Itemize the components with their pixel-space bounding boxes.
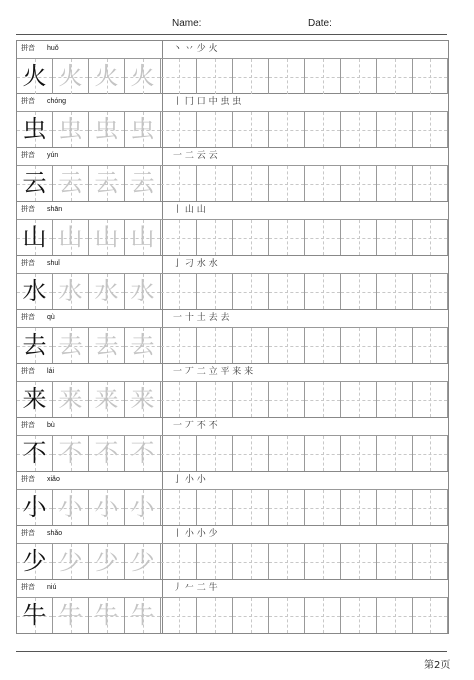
date-label: Date:	[308, 18, 332, 29]
pinyin-label: 拼音	[21, 476, 35, 483]
footer-divider	[16, 651, 447, 652]
pinyin-text: qù	[47, 314, 55, 321]
model-character-cell	[17, 490, 53, 525]
practice-cell[interactable]	[269, 166, 305, 201]
character-row	[17, 418, 448, 472]
pinyin-text: shuǐ	[47, 260, 60, 267]
stroke-order: 一 丆 不 不	[173, 421, 218, 431]
trace-character-cell	[125, 544, 161, 579]
name-label: Name:	[172, 18, 202, 29]
character-row	[17, 472, 448, 526]
trace-character-cell	[53, 382, 89, 417]
model-character: 来	[22, 385, 47, 413]
trace-character-cell	[125, 59, 161, 94]
practice-cell[interactable]	[197, 598, 233, 633]
writing-grid	[17, 219, 448, 255]
practice-cell[interactable]	[305, 328, 341, 363]
model-character: 火	[22, 62, 47, 90]
pinyin-label: 拼音	[21, 45, 35, 52]
model-character: 牛	[22, 601, 47, 629]
trace-character-cell	[125, 382, 161, 417]
pinyin-text: chóng	[47, 98, 67, 105]
practice-cell[interactable]	[197, 274, 233, 309]
pinyin-label: 拼音	[21, 260, 35, 267]
trace-character-cell	[53, 274, 89, 309]
practice-cell[interactable]	[233, 112, 269, 147]
stroke-order: 一 二 云 云	[173, 151, 218, 161]
practice-cell[interactable]	[377, 328, 413, 363]
practice-cell[interactable]	[233, 59, 269, 94]
pinyin-label: 拼音	[21, 368, 35, 375]
trace-character: 水	[130, 277, 155, 305]
pinyin-info	[17, 472, 162, 488]
stroke-order: 丨 山 山	[173, 205, 206, 215]
practice-cell[interactable]	[413, 274, 448, 309]
practice-cell[interactable]	[341, 328, 377, 363]
trace-character: 少	[94, 547, 119, 575]
practice-sheet	[16, 40, 449, 634]
practice-cell[interactable]	[233, 382, 269, 417]
practice-cell[interactable]	[161, 220, 197, 255]
model-character: 云	[22, 169, 47, 197]
trace-character-cell	[53, 220, 89, 255]
practice-cell[interactable]	[197, 436, 233, 471]
practice-cell[interactable]	[305, 544, 341, 579]
trace-character-cell	[125, 166, 161, 201]
character-row	[17, 94, 448, 148]
character-row	[17, 40, 448, 94]
character-row	[17, 256, 448, 310]
writing-grid	[17, 327, 448, 363]
model-character: 虫	[22, 115, 47, 143]
trace-character: 不	[94, 439, 119, 467]
practice-cell[interactable]	[233, 490, 269, 525]
pinyin-label: 拼音	[21, 98, 35, 105]
practice-cell[interactable]	[161, 544, 197, 579]
practice-cell[interactable]	[161, 328, 197, 363]
practice-cell[interactable]	[413, 382, 448, 417]
practice-cell[interactable]	[341, 166, 377, 201]
trace-character: 来	[130, 385, 155, 413]
model-character-cell	[17, 166, 53, 201]
trace-character: 去	[58, 331, 83, 359]
practice-cell[interactable]	[341, 220, 377, 255]
trace-character-cell	[125, 328, 161, 363]
model-character-cell	[17, 274, 53, 309]
practice-cell[interactable]	[377, 274, 413, 309]
model-character-cell	[17, 220, 53, 255]
practice-cell[interactable]	[197, 59, 233, 94]
pinyin-info	[17, 418, 162, 434]
practice-cell[interactable]	[305, 166, 341, 201]
practice-cell[interactable]	[305, 112, 341, 147]
writing-grid	[17, 381, 448, 417]
pinyin-label: 拼音	[21, 314, 35, 321]
pinyin-label: 拼音	[21, 584, 35, 591]
practice-cell[interactable]	[233, 436, 269, 471]
trace-character: 水	[58, 277, 83, 305]
trace-character: 云	[58, 169, 83, 197]
trace-character-cell	[89, 436, 125, 471]
trace-character: 牛	[94, 601, 119, 629]
practice-cell[interactable]	[341, 274, 377, 309]
trace-character: 云	[94, 169, 119, 197]
model-character-cell	[17, 436, 53, 471]
pinyin-label: 拼音	[21, 206, 35, 213]
trace-character-cell	[53, 490, 89, 525]
trace-character-cell	[125, 598, 161, 633]
practice-cell[interactable]	[197, 166, 233, 201]
practice-cell[interactable]	[305, 220, 341, 255]
trace-character-cell	[89, 544, 125, 579]
pinyin-text: shān	[47, 206, 63, 213]
stroke-order: 一 十 土 去 去	[173, 313, 230, 323]
practice-cell[interactable]	[233, 544, 269, 579]
trace-character: 水	[94, 277, 119, 305]
practice-cell[interactable]	[341, 598, 377, 633]
model-character-cell	[17, 598, 53, 633]
pinyin-info	[17, 148, 162, 164]
pinyin-label: 拼音	[21, 152, 35, 159]
practice-cell[interactable]	[305, 436, 341, 471]
practice-cell[interactable]	[197, 328, 233, 363]
practice-cell[interactable]	[233, 274, 269, 309]
practice-cell[interactable]	[197, 382, 233, 417]
writing-grid	[17, 435, 448, 471]
trace-character: 来	[94, 385, 119, 413]
practice-cell[interactable]	[413, 490, 448, 525]
pinyin-info	[17, 310, 162, 326]
trace-character-cell	[125, 274, 161, 309]
pinyin-info	[17, 580, 162, 596]
trace-character-cell	[53, 328, 89, 363]
practice-cell[interactable]	[269, 544, 305, 579]
pinyin-label: 拼音	[21, 422, 35, 429]
practice-cell[interactable]	[413, 544, 448, 579]
pinyin-info	[17, 202, 162, 218]
character-row	[17, 310, 448, 364]
character-row	[17, 202, 448, 256]
practice-cell[interactable]	[377, 598, 413, 633]
trace-character: 山	[130, 223, 155, 251]
stroke-order: 丨 冂 口 中 虫 虫	[173, 97, 242, 107]
trace-character-cell	[53, 436, 89, 471]
trace-character: 山	[94, 223, 119, 251]
page-number: 第2页	[424, 660, 451, 671]
practice-cell[interactable]	[413, 220, 448, 255]
practice-cell[interactable]	[269, 220, 305, 255]
practice-cell[interactable]	[161, 274, 197, 309]
practice-cell[interactable]	[269, 59, 305, 94]
practice-cell[interactable]	[377, 59, 413, 94]
character-row	[17, 364, 448, 418]
practice-cell[interactable]	[377, 166, 413, 201]
practice-cell[interactable]	[305, 382, 341, 417]
practice-cell[interactable]	[197, 490, 233, 525]
practice-cell[interactable]	[233, 220, 269, 255]
model-character-cell	[17, 544, 53, 579]
practice-cell[interactable]	[377, 436, 413, 471]
practice-cell[interactable]	[269, 598, 305, 633]
trace-character: 小	[130, 493, 155, 521]
pinyin-label: 拼音	[21, 530, 35, 537]
practice-cell[interactable]	[341, 544, 377, 579]
trace-character: 牛	[130, 601, 155, 629]
trace-character: 虫	[58, 115, 83, 143]
pinyin-text: huǒ	[47, 45, 59, 52]
practice-cell[interactable]	[305, 274, 341, 309]
practice-cell[interactable]	[413, 112, 448, 147]
trace-character: 少	[130, 547, 155, 575]
trace-character: 小	[58, 493, 83, 521]
practice-cell[interactable]	[161, 112, 197, 147]
practice-cell[interactable]	[197, 544, 233, 579]
trace-character-cell	[125, 490, 161, 525]
writing-grid	[17, 58, 448, 94]
practice-cell[interactable]	[269, 436, 305, 471]
pinyin-text: xiǎo	[47, 476, 60, 483]
stroke-order: 丨 小 小 少	[173, 529, 218, 539]
trace-character: 去	[94, 331, 119, 359]
writing-grid	[17, 489, 448, 525]
practice-cell[interactable]	[305, 59, 341, 94]
practice-cell[interactable]	[413, 166, 448, 201]
model-character-cell	[17, 328, 53, 363]
practice-cell[interactable]	[377, 112, 413, 147]
practice-cell[interactable]	[161, 598, 197, 633]
pinyin-text: shǎo	[47, 530, 63, 537]
trace-character-cell	[125, 220, 161, 255]
trace-character-cell	[53, 166, 89, 201]
trace-character: 去	[130, 331, 155, 359]
practice-cell[interactable]	[197, 220, 233, 255]
header-divider	[16, 34, 447, 35]
writing-grid	[17, 543, 448, 579]
trace-character-cell	[89, 382, 125, 417]
practice-cell[interactable]	[341, 112, 377, 147]
model-character: 水	[22, 277, 47, 305]
practice-cell[interactable]	[413, 328, 448, 363]
character-row	[17, 148, 448, 202]
trace-character-cell	[89, 220, 125, 255]
practice-cell[interactable]	[161, 59, 197, 94]
trace-character: 虫	[130, 115, 155, 143]
practice-cell[interactable]	[341, 59, 377, 94]
writing-grid	[17, 597, 448, 633]
pinyin-text: lái	[47, 368, 55, 375]
practice-cell[interactable]	[377, 490, 413, 525]
practice-cell[interactable]	[269, 328, 305, 363]
model-character: 山	[22, 223, 47, 251]
trace-character: 虫	[94, 115, 119, 143]
trace-character-cell	[89, 274, 125, 309]
practice-cell[interactable]	[161, 436, 197, 471]
stroke-order: 亅 刁 水 水	[173, 259, 218, 269]
character-row	[17, 580, 448, 634]
trace-character-cell	[89, 598, 125, 633]
practice-cell[interactable]	[161, 166, 197, 201]
model-character: 少	[22, 547, 47, 575]
practice-cell[interactable]	[233, 598, 269, 633]
pinyin-text: niú	[47, 584, 57, 591]
model-character-cell	[17, 59, 53, 94]
practice-cell[interactable]	[413, 436, 448, 471]
practice-cell[interactable]	[161, 490, 197, 525]
stroke-order: 丿 𠂉 二 牛	[173, 583, 218, 593]
model-character-cell	[17, 112, 53, 147]
practice-cell[interactable]	[413, 59, 448, 94]
trace-character-cell	[89, 328, 125, 363]
practice-cell[interactable]	[269, 490, 305, 525]
practice-cell[interactable]	[377, 382, 413, 417]
model-character-cell	[17, 382, 53, 417]
model-character: 小	[22, 493, 47, 521]
trace-character-cell	[89, 59, 125, 94]
practice-cell[interactable]	[197, 112, 233, 147]
trace-character-cell	[89, 166, 125, 201]
model-character: 不	[22, 439, 47, 467]
trace-character: 火	[94, 62, 119, 90]
trace-character: 不	[130, 439, 155, 467]
practice-cell[interactable]	[233, 166, 269, 201]
trace-character-cell	[89, 112, 125, 147]
pinyin-text: yún	[47, 152, 59, 159]
trace-character: 不	[58, 439, 83, 467]
character-row	[17, 526, 448, 580]
trace-character-cell	[125, 112, 161, 147]
writing-grid	[17, 273, 448, 309]
trace-character-cell	[53, 112, 89, 147]
trace-character: 牛	[58, 601, 83, 629]
stroke-order: 亅 小 小	[173, 475, 206, 485]
trace-character-cell	[89, 490, 125, 525]
trace-character: 火	[58, 62, 83, 90]
trace-character: 小	[94, 493, 119, 521]
practice-cell[interactable]	[233, 328, 269, 363]
trace-character: 少	[58, 547, 83, 575]
trace-character-cell	[53, 598, 89, 633]
practice-cell[interactable]	[305, 598, 341, 633]
trace-character-cell	[125, 436, 161, 471]
practice-cell[interactable]	[377, 220, 413, 255]
pinyin-info	[17, 526, 162, 542]
writing-grid	[17, 111, 448, 147]
practice-cell[interactable]	[377, 544, 413, 579]
practice-cell[interactable]	[341, 436, 377, 471]
trace-character: 山	[58, 223, 83, 251]
practice-cell[interactable]	[305, 490, 341, 525]
stroke-order: 一 丆 二 立 平 来 来	[173, 367, 254, 377]
practice-cell[interactable]	[413, 598, 448, 633]
pinyin-info	[17, 256, 162, 272]
practice-cell[interactable]	[269, 382, 305, 417]
practice-cell[interactable]	[269, 274, 305, 309]
pinyin-text: bù	[47, 422, 55, 429]
trace-character-cell	[53, 544, 89, 579]
practice-cell[interactable]	[341, 382, 377, 417]
trace-character: 火	[130, 62, 155, 90]
pinyin-info	[17, 94, 162, 110]
trace-character: 来	[58, 385, 83, 413]
stroke-order: 丶 丷 少 火	[173, 44, 218, 54]
practice-cell[interactable]	[161, 382, 197, 417]
trace-character: 云	[130, 169, 155, 197]
trace-character-cell	[53, 59, 89, 94]
practice-cell[interactable]	[269, 112, 305, 147]
practice-cell[interactable]	[341, 490, 377, 525]
pinyin-info	[17, 41, 162, 57]
pinyin-info	[17, 364, 162, 380]
model-character: 去	[22, 331, 47, 359]
writing-grid	[17, 165, 448, 201]
